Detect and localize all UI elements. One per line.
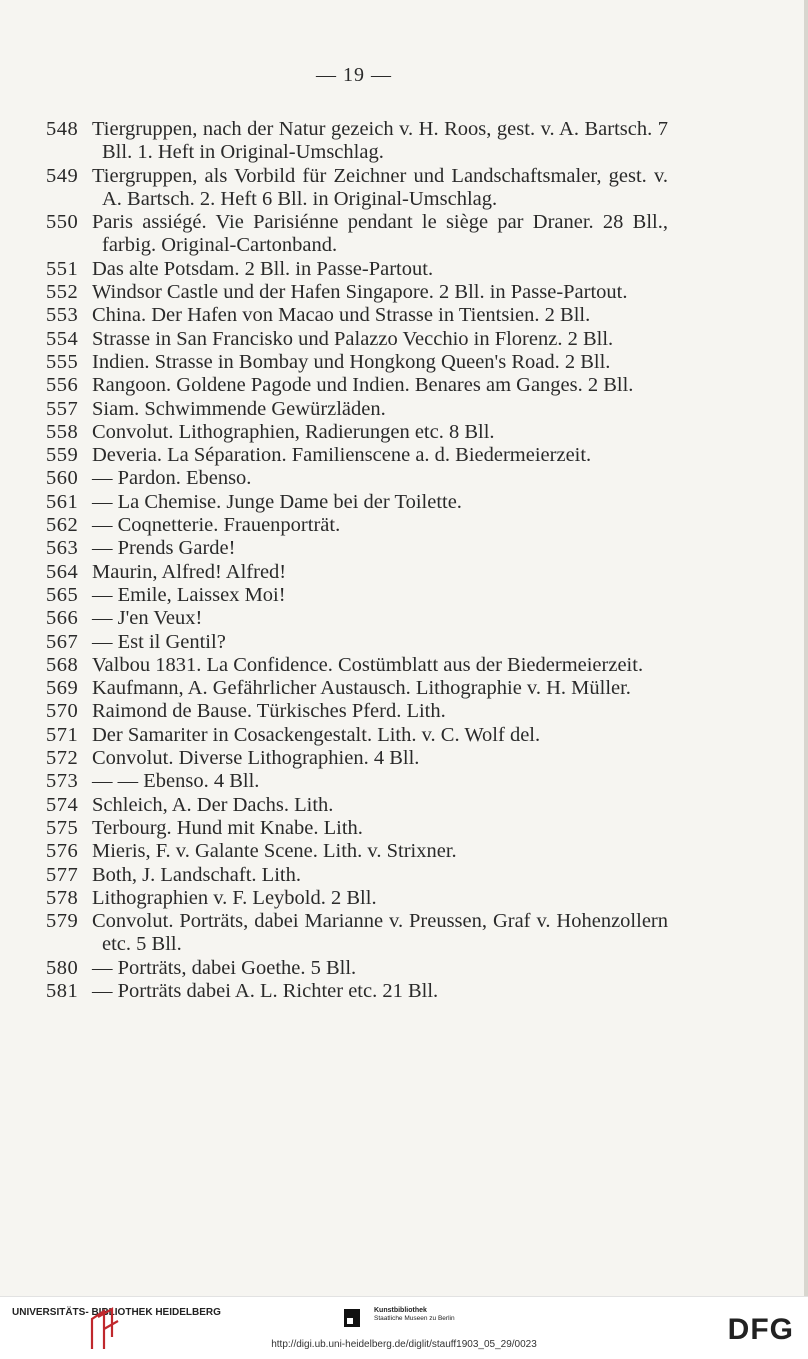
catalog-entry [46,864,668,887]
bleed-through-text [715,195,805,1275]
catalog-entry [46,351,668,374]
catalog-entry [46,700,668,723]
entry-text: — — Ebenso. 4 Bll. [92,770,260,793]
entry-text: Siam. Schwimmende Gewürzläden. [92,397,386,420]
entry-text: — Porträts, dabei Goethe. 5 Bll. [92,956,357,979]
entry-number: 570 [46,700,79,723]
entry-text: Mieris, F. v. Galante Scene. Lith. v. Strixner. [92,840,457,863]
entry-number: 576 [46,840,79,863]
entry-text: — Porträts dabei A. L. Richter etc. 21 Bll. [92,979,439,1002]
entry-text: Windsor Castle und der Hafen Singapore. 2 Bll. in Passe-Partout. [92,281,628,304]
entry-number: 560 [46,467,79,490]
entry-number: 557 [46,397,79,420]
entry-text: Das alte Potsdam. 2 Bll. in Passe-Partout. [92,257,434,280]
page-number: — 19 — [316,64,392,86]
entry-text: Both, J. Landschaft. Lith. [92,863,301,886]
entry-number: 577 [46,863,79,886]
entry-text: Indien. Strasse in Bombay und Hongkong Queen's Road. 2 Bll. [92,350,611,373]
catalog-entry [46,444,668,467]
entry-number: 559 [46,444,79,467]
kunstbibliothek-mark-icon [344,1309,360,1327]
entry-text: Terbourg. Hund mit Knabe. Lith. [92,816,363,839]
entry-text: — Prends Garde! [92,537,236,560]
entry-number: 575 [46,816,79,839]
entry-number: 566 [46,607,79,630]
entry-text: Convolut. Porträts, dabei Marianne v. Preussen, Graf v. Hohenzollern etc. 5 Bll. [92,910,668,956]
catalog-entry [46,607,668,630]
entry-number: 563 [46,537,79,560]
entry-text: Valbou 1831. La Confidence. Costümblatt aus der Biedermeierzeit. [92,653,644,676]
catalog-entry [46,631,668,654]
entry-number: 565 [46,583,79,606]
catalog-entry [46,910,668,957]
catalog-entry [46,980,668,1003]
catalog-entry [46,374,668,397]
catalog-entry [46,724,668,747]
entry-text: — Est il Gentil? [92,630,226,653]
entry-text: Rangoon. Goldene Pagode und Indien. Benares am Ganges. 2 Bll. [92,374,634,397]
entry-text: Tiergruppen, als Vorbild für Zeichner und Landschaftsmaler, gest. v. A. Bartsch. 2. Heft 6 Bll. in Original-Umschlag. [92,164,668,210]
entry-number: 573 [46,770,79,793]
catalog-entry [46,165,668,212]
entry-number: 555 [46,350,79,373]
entry-number: 550 [46,211,79,234]
entry-text: Schleich, A. Der Dachs. Lith. [92,793,334,816]
entry-number: 567 [46,630,79,653]
entry-number: 562 [46,514,79,537]
catalog-entry [46,840,668,863]
entry-text: Lithographien v. F. Leybold. 2 Bll. [92,886,377,909]
catalog-entry [46,491,668,514]
entry-text: Der Samariter in Cosackengestalt. Lith. v. C. Wolf del. [92,723,541,746]
catalog-entry [46,398,668,421]
entry-number: 571 [46,723,79,746]
entry-number: 552 [46,281,79,304]
catalog-entry [46,281,668,304]
entry-number: 548 [46,118,79,140]
entry-number: 561 [46,490,79,513]
entry-number: 572 [46,747,79,770]
catalog-entry [46,537,668,560]
entry-number: 564 [46,560,79,583]
entry-number: 578 [46,886,79,909]
entry-text: China. Der Hafen von Macao und Strasse in Tientsien. 2 Bll. [92,304,591,327]
catalog-entry [46,770,668,793]
footer-bar [0,1296,808,1359]
catalog-entry [46,677,668,700]
catalog-entry [46,118,668,165]
catalog-entry [46,747,668,770]
entry-number: 558 [46,420,79,443]
entry-number: 581 [46,979,79,1002]
catalog-entries [46,118,668,1003]
entry-number: 574 [46,793,79,816]
entry-text: — Emile, Laissex Moi! [92,583,286,606]
entry-text: — J'en Veux! [92,607,203,630]
entry-text: Tiergruppen, nach der Natur gezeich v. H. Roos, gest. v. A. Bartsch. 7 Bll. 1. Heft in Original-Umschlag. [92,118,668,164]
university-library-logo[interactable] [12,1307,221,1318]
entry-text: Convolut. Diverse Lithographien. 4 Bll. [92,747,420,770]
kunstbibliothek-text: Kunstbibliothek Staatliche Museen zu Berlin [374,1307,455,1322]
entry-text: Kaufmann, A. Gefährlicher Austausch. Lithographie v. H. Müller. [92,677,631,700]
entry-number: 569 [46,677,79,700]
entry-number: 568 [46,653,79,676]
entry-text: — La Chemise. Junge Dame bei der Toilette. [92,490,462,513]
entry-text: Strasse in San Francisko und Palazzo Vecchio in Florenz. 2 Bll. [92,327,614,350]
catalog-entry [46,794,668,817]
entry-text: — Pardon. Ebenso. [92,467,252,490]
entry-number: 556 [46,374,79,397]
ub-logo-text: UNIVERSITÄTS- BIBLIOTHEK HEIDELBERG [12,1307,221,1318]
catalog-entry [46,561,668,584]
entry-number: 554 [46,327,79,350]
entry-number: 551 [46,257,79,280]
entry-number: 553 [46,304,79,327]
catalog-entry [46,467,668,490]
catalog-entry [46,957,668,980]
catalog-entry [46,328,668,351]
catalog-entry [46,817,668,840]
dfg-logo[interactable]: DFG [727,1313,794,1346]
entry-text: Raimond de Bause. Türkisches Pferd. Lith. [92,700,446,723]
entry-number: 579 [46,910,79,933]
catalog-entry [46,304,668,327]
catalog-entry [46,654,668,677]
entry-text: Paris assiégé. Vie Parisiénne pendant le siège par Draner. 28 Bll., farbig. Original-Cartonband. [92,211,668,257]
entry-text: Maurin, Alfred! Alfred! [92,560,287,583]
catalog-entry [46,887,668,910]
entry-number: 549 [46,164,79,187]
entry-text: Deveria. La Séparation. Familienscene a. d. Biedermeierzeit. [92,444,592,467]
catalog-entry [46,514,668,537]
catalog-entry [46,584,668,607]
entry-text: — Coqnetterie. Frauenporträt. [92,514,341,537]
source-url[interactable]: http://digi.ub.uni-heidelberg.de/diglit/stauff1903_05_29/0023 [271,1339,537,1350]
catalog-entry [46,258,668,281]
entry-number: 580 [46,956,79,979]
catalog-entry [46,421,668,444]
entry-text: Convolut. Lithographien, Radierungen etc. 8 Bll. [92,420,495,443]
catalog-entry [46,211,668,258]
